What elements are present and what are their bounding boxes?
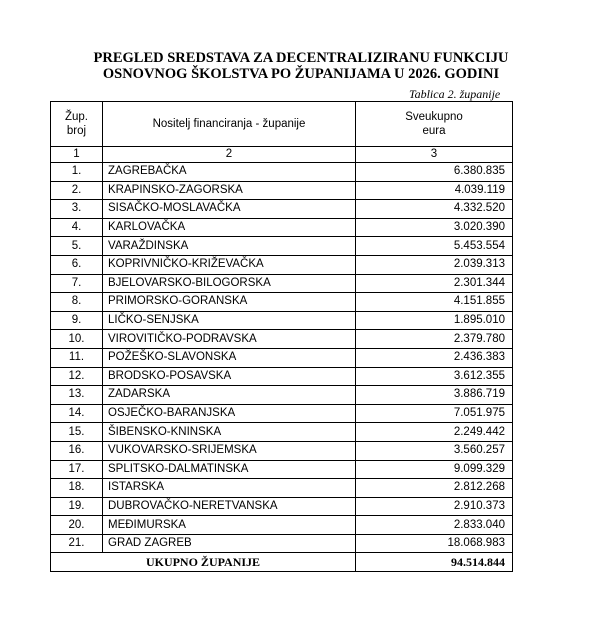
row-amount: 3.560.257 [356,441,513,460]
row-number: 21. [51,534,103,553]
county-name: VUKOVARSKO-SRIJEMSKA [103,441,356,460]
table-row [51,293,513,312]
county-name: KARLOVAČKA [103,218,356,237]
header-col1-line2: broj [66,125,87,137]
table-row [51,516,513,535]
county-name: BRODSKO-POSAVSKA [103,367,356,386]
county-name: OSJEČKO-BARANJSKA [103,404,356,423]
row-number: 2. [51,181,103,200]
table-row [51,404,513,423]
row-amount: 2.910.373 [356,497,513,516]
county-name: SPLITSKO-DALMATINSKA [103,460,356,479]
table-row [51,479,513,498]
county-name: MEĐIMURSKA [103,516,356,535]
row-number: 15. [51,423,103,442]
row-amount: 4.039.119 [356,181,513,200]
table-row [51,311,513,330]
header-total-eur [356,102,513,147]
row-amount: 2.039.313 [356,255,513,274]
row-amount: 4.332.520 [356,200,513,219]
column-index-2: 2 [103,147,356,163]
row-number: 6. [51,255,103,274]
row-number: 3. [51,200,103,219]
county-name: POŽEŠKO-SLAVONSKA [103,348,356,367]
row-number: 18. [51,479,103,498]
table-row [51,237,513,256]
table-caption: Tablica 2. županije [409,87,501,101]
column-index-row [51,147,513,163]
table-row [51,497,513,516]
title-line-2: OSNOVNOG ŠKOLSTVA PO ŽUPANIJAMA U 2026. GODINI [102,66,500,82]
title-line-1: PREGLED SREDSTAVA ZA DECENTRALIZIRANU FUNKCIJU [93,50,509,66]
row-amount: 2.379.780 [356,330,513,349]
row-amount: 1.895.010 [356,311,513,330]
county-funding-table [50,101,513,572]
row-number: 5. [51,237,103,256]
row-amount: 2.812.268 [356,479,513,498]
row-number: 12. [51,367,103,386]
document-title [0,50,602,82]
table-row [51,423,513,442]
county-name: ISTARSKA [103,479,356,498]
total-label: UKUPNO ŽUPANIJE [51,553,356,572]
county-name: ZADARSKA [103,386,356,405]
row-amount: 3.612.355 [356,367,513,386]
row-number: 17. [51,460,103,479]
county-name: PRIMORSKO-GORANSKA [103,293,356,312]
table-row [51,200,513,219]
header-funding-holder: Nositelj financiranja - županije [103,102,356,147]
header-col3-line1: Sveukupno [405,111,463,123]
total-row [51,553,513,572]
row-amount: 2.436.383 [356,348,513,367]
row-number: 19. [51,497,103,516]
table-row [51,460,513,479]
table-row [51,181,513,200]
row-number: 11. [51,348,103,367]
row-number: 13. [51,386,103,405]
row-amount: 2.833.040 [356,516,513,535]
county-name: DUBROVAČKO-NERETVANSKA [103,497,356,516]
row-amount: 2.301.344 [356,274,513,293]
county-name: ZAGREBAČKA [103,163,356,182]
row-number: 16. [51,441,103,460]
county-name: BJELOVARSKO-BILOGORSKA [103,274,356,293]
table-row [51,274,513,293]
table-row [51,163,513,182]
table-header-row [51,102,513,147]
table-row [51,330,513,349]
table-row [51,348,513,367]
county-name: VARAŽDINSKA [103,237,356,256]
table-row [51,386,513,405]
row-amount: 3.020.390 [356,218,513,237]
county-name: VIROVITIČKO-PODRAVSKA [103,330,356,349]
row-amount: 7.051.975 [356,404,513,423]
column-index-1: 1 [51,147,103,163]
row-number: 7. [51,274,103,293]
column-index-3: 3 [356,147,513,163]
header-col3-line2: eura [422,125,446,137]
row-amount: 3.886.719 [356,386,513,405]
county-name: KOPRIVNIČKO-KRIŽEVAČKA [103,255,356,274]
row-number: 1. [51,163,103,182]
row-amount: 9.099.329 [356,460,513,479]
row-number: 8. [51,293,103,312]
table-row [51,367,513,386]
header-col1-line1: Žup. [64,111,88,123]
county-name: SISAČKO-MOSLAVAČKA [103,200,356,219]
row-number: 14. [51,404,103,423]
row-number: 10. [51,330,103,349]
row-number: 4. [51,218,103,237]
header-county-number [51,102,103,147]
row-amount: 6.380.835 [356,163,513,182]
table-row [51,255,513,274]
county-name: GRAD ZAGREB [103,534,356,553]
row-amount: 18.068.983 [356,534,513,553]
table-row [51,441,513,460]
county-name: LIČKO-SENJSKA [103,311,356,330]
table-row [51,218,513,237]
county-name: ŠIBENSKO-KNINSKA [103,423,356,442]
county-name: KRAPINSKO-ZAGORSKA [103,181,356,200]
row-amount: 4.151.855 [356,293,513,312]
table-row [51,534,513,553]
row-amount: 2.249.442 [356,423,513,442]
row-number: 20. [51,516,103,535]
total-amount: 94.514.844 [356,553,513,572]
row-amount: 5.453.554 [356,237,513,256]
row-number: 9. [51,311,103,330]
